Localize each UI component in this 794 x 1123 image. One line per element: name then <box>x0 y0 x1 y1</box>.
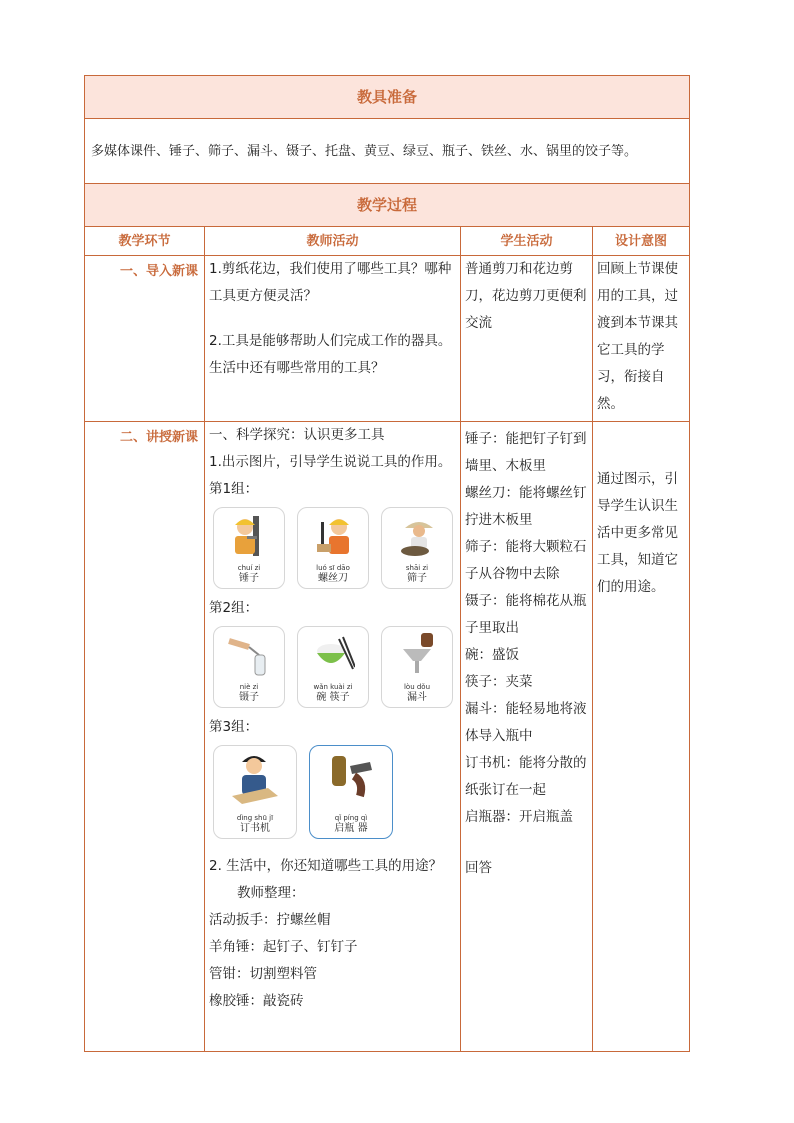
group-label: 第1组： <box>209 481 259 497</box>
group-2-pictures <box>213 626 456 708</box>
teacher-text: 2. 生活中，你还知道哪些工具的用途？ <box>209 858 443 874</box>
tool-name-label: 碗 筷子 <box>316 692 350 703</box>
pinyin-label: luó sī dāo <box>316 564 350 572</box>
hammer-worker-icon <box>227 514 271 558</box>
picture-card <box>381 626 453 708</box>
intent-text: 通过图示，引导学生认识生活中更多常见工具，知道它们的用途。 <box>597 471 678 595</box>
picture-card <box>309 745 393 839</box>
section-main-student <box>461 422 593 1052</box>
section-main-teacher <box>205 422 461 1052</box>
tool-name-label: 筛子 <box>407 573 427 584</box>
section-main-name: 二、讲授新课 <box>85 422 205 1052</box>
tool-name-label: 锤子 <box>239 573 259 584</box>
tool-name-label: 螺丝刀 <box>318 573 348 584</box>
student-text: 碗：盛饭 <box>465 647 519 663</box>
student-text: 筷子：夹菜 <box>465 674 533 690</box>
pinyin-label: niè zi <box>239 683 259 691</box>
picture-card <box>297 507 369 589</box>
section-intro-student <box>461 256 593 422</box>
prep-title: 教具准备 <box>85 76 690 119</box>
section-intro-teacher <box>205 256 461 422</box>
student-text: 普通剪刀和花边剪刀，花边剪刀更便利 <box>465 261 587 304</box>
student-text: 镊子：能将棉花从瓶子里取出 <box>465 593 587 636</box>
tool-name-label: 订书机 <box>240 823 270 834</box>
picture-card <box>381 507 453 589</box>
group-1-pictures <box>213 507 456 589</box>
teacher-text: 1.剪纸花边，我们使用了哪些工具？哪种工具更方便灵活？ <box>209 261 452 304</box>
teacher-text: 2.工具是能够帮助人们完成工作的器具。生活中还有哪些常用的工具？ <box>209 333 452 376</box>
tool-item: 活动扳手：拧螺丝帽 <box>209 912 331 928</box>
student-text: 螺丝刀：能将螺丝钉拧进木板里 <box>465 485 587 528</box>
picture-card <box>213 745 297 839</box>
process-title: 教学过程 <box>85 184 690 227</box>
tool-name-label: 启瓶 器 <box>334 823 368 834</box>
section-main-intent <box>593 422 690 1052</box>
picture-card <box>297 626 369 708</box>
teacher-text: 一、科学探究：认识更多工具 <box>209 427 385 443</box>
teacher-text: 教师整理： <box>237 885 305 901</box>
pinyin-label: wǎn kuài zi <box>313 683 353 691</box>
lesson-plan-table <box>84 75 690 1052</box>
picture-card <box>213 626 285 708</box>
tool-name-label: 漏斗 <box>407 692 427 703</box>
pinyin-label: chuí zi <box>237 564 261 572</box>
bottle-opener-icon <box>324 752 378 806</box>
group-label: 第3组： <box>209 719 259 735</box>
tool-item: 管钳：切割塑料管 <box>209 966 317 982</box>
student-text: 筛子：能将大颗粒石子从谷物中去除 <box>465 539 587 582</box>
pinyin-label: dìng shū jī <box>236 814 274 822</box>
teacher-text: 1.出示图片，引导学生说说工具的作用。 <box>209 454 452 470</box>
header-intent: 设计意图 <box>593 227 690 256</box>
funnel-icon <box>395 633 439 677</box>
student-text: 启瓶器：开启瓶盖 <box>465 809 573 825</box>
bowl-chopsticks-icon <box>311 633 355 677</box>
header-stage: 教学环节 <box>85 227 205 256</box>
pinyin-label: lòu dǒu <box>403 683 431 691</box>
section-intro-name: 一、导入新课 <box>85 256 205 422</box>
student-text: 漏斗：能轻易地将液体导入瓶中 <box>465 701 587 744</box>
student-text: 订书机：能将分散的纸张订在一起 <box>465 755 587 798</box>
student-text: 交流 <box>465 315 492 331</box>
pinyin-label: shāi zi <box>405 564 429 572</box>
pinyin-label: qǐ píng qì <box>334 814 368 822</box>
prep-content: 多媒体课件、锤子、筛子、漏斗、镊子、托盘、黄豆、绿豆、瓶子、铁丝、水、锅里的饺子等。 <box>85 119 690 184</box>
header-teacher: 教师活动 <box>205 227 461 256</box>
stapler-man-icon <box>228 752 282 806</box>
header-student: 学生活动 <box>461 227 593 256</box>
screwdriver-worker-icon <box>311 514 355 558</box>
tool-item: 羊角锤：起钉子、钉钉子 <box>209 939 358 955</box>
group-label: 第2组： <box>209 600 259 616</box>
tool-item: 橡胶锤：敲瓷砖 <box>209 993 304 1009</box>
section-intro-intent: 回顾上节课使用的工具，过渡到本节课其它工具的学习，衔接自然。 <box>593 256 690 422</box>
tool-name-label: 镊子 <box>239 692 259 703</box>
picture-card <box>213 507 285 589</box>
lesson-plan-page <box>84 75 689 1052</box>
sieve-farmer-icon <box>395 514 439 558</box>
student-text: 回答 <box>465 860 492 876</box>
tweezers-bottle-icon <box>227 633 271 677</box>
group-3-pictures <box>213 745 456 839</box>
student-text: 锤子：能把钉子钉到墙里、木板里 <box>465 431 587 474</box>
